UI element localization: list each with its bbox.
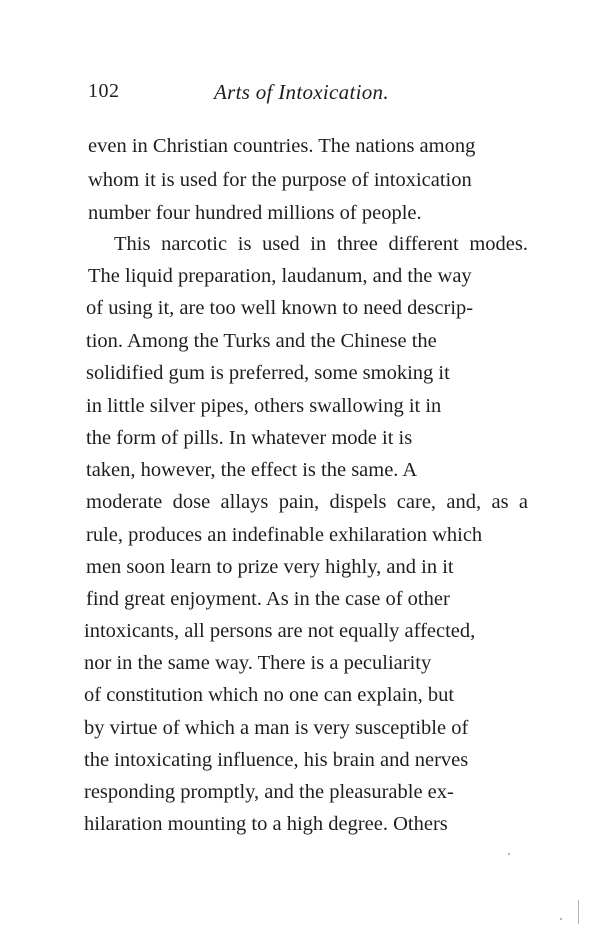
text-line-17: nor in the same way. There is a peculiarity: [84, 652, 432, 674]
text-line-14: men soon learn to prize very highly, and in it: [86, 556, 454, 578]
text-line-11: taken, however, the effect is the same. A: [86, 459, 418, 481]
text-line-12: moderate dose allays pain, dispels care, and, as a: [86, 491, 529, 513]
paper-speck: [508, 853, 510, 855]
scan-edge-mark: [578, 900, 579, 924]
text-line-3: number four hundred millions of people.: [88, 202, 422, 224]
text-line-5: The liquid preparation, laudanum, and the way: [88, 265, 472, 287]
text-line-13: rule, produces an indefinable exhilaration which: [86, 524, 483, 546]
text-line-7: tion. Among the Turks and the Chinese the: [86, 330, 437, 352]
text-line-19: by virtue of which a man is very susceptible of: [84, 717, 469, 739]
text-line-10: the form of pills. In whatever mode it is: [86, 427, 413, 449]
text-line-20: the intoxicating influence, his brain and nerves: [84, 749, 469, 771]
text-line-2: whom it is used for the purpose of intoxication: [88, 169, 472, 191]
text-line-15: find great enjoyment. As in the case of other: [86, 588, 450, 610]
text-line-21: responding promptly, and the pleasurable ex-: [84, 781, 454, 803]
paper-speck: [560, 918, 562, 920]
text-line-16: intoxicants, all persons are not equally affected,: [84, 620, 476, 642]
text-line-8: solidified gum is preferred, some smoking it: [86, 362, 450, 384]
text-line-22: hilaration mounting to a high degree. Others: [84, 813, 448, 835]
page-number: 102: [88, 80, 120, 102]
running-title: Arts of Intoxication.: [214, 80, 389, 104]
text-line-1: even in Christian countries. The nations among: [88, 135, 476, 157]
text-line-9: in little silver pipes, others swallowing it in: [86, 395, 442, 417]
running-header: [88, 80, 528, 110]
text-line-18: of constitution which no one can explain, but: [84, 684, 455, 706]
text-line-6: of using it, are too well known to need descrip-: [86, 297, 474, 319]
text-line-4: This narcotic is used in three different modes.: [114, 233, 528, 255]
